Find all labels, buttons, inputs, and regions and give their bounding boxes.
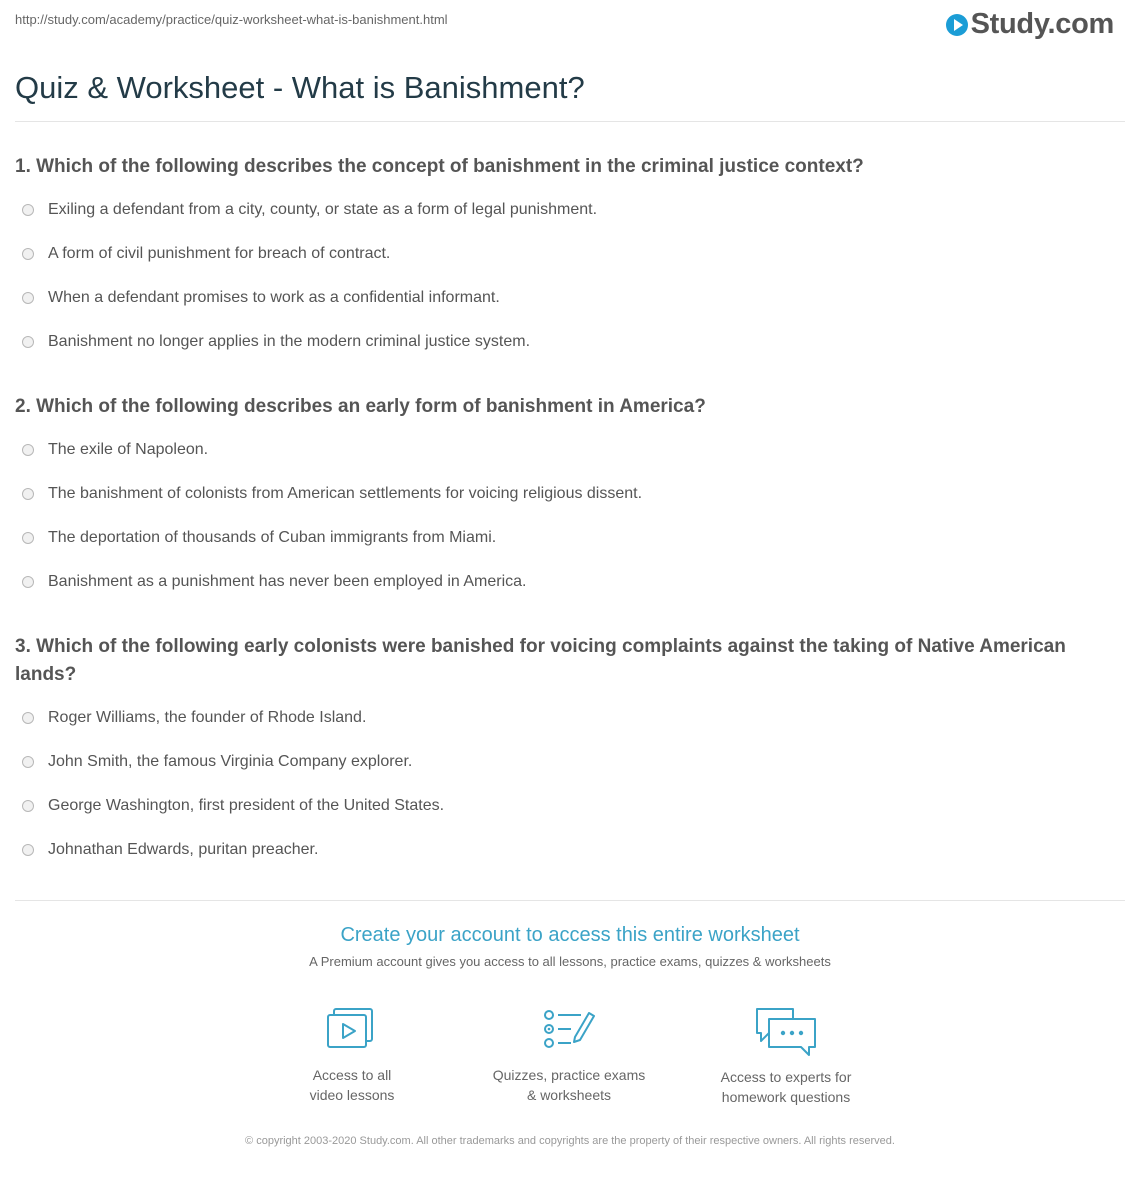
- answer-label: A form of civil punishment for breach of contract.: [48, 245, 391, 262]
- answer-option[interactable]: [22, 483, 642, 505]
- answer-label: Roger Williams, the founder of Rhode Island.: [48, 709, 367, 726]
- radio-icon[interactable]: [22, 576, 34, 588]
- answer-label: Johnathan Edwards, puritan preacher.: [48, 841, 319, 858]
- radio-icon[interactable]: [22, 248, 34, 260]
- answer-label: John Smith, the famous Virginia Company explorer.: [48, 753, 413, 770]
- study-logo[interactable]: [946, 8, 1114, 41]
- answer-option[interactable]: [22, 795, 444, 817]
- page-title: Quiz & Worksheet - What is Banishment?: [15, 70, 585, 105]
- answer-label: Exiling a defendant from a city, county, or state as a form of legal punishment.: [48, 201, 598, 218]
- radio-icon[interactable]: [22, 844, 34, 856]
- answer-option[interactable]: [22, 331, 530, 353]
- answer-option[interactable]: [22, 243, 390, 265]
- radio-icon[interactable]: [22, 292, 34, 304]
- feature-line: Access to experts for: [720, 1069, 852, 1085]
- answer-label: The exile of Napoleon.: [48, 441, 209, 458]
- answer-label: George Washington, first president of the United States.: [48, 797, 445, 814]
- answer-option[interactable]: [22, 707, 366, 729]
- radio-icon[interactable]: [22, 488, 34, 500]
- feature-line: Quizzes, practice exams: [492, 1067, 646, 1083]
- question-text: 2. Which of the following describes an early form of banishment in America?: [15, 396, 706, 417]
- radio-icon[interactable]: [22, 800, 34, 812]
- title-divider: [15, 121, 1125, 122]
- answer-option[interactable]: [22, 571, 527, 593]
- cta-subtitle: A Premium account gives you access to all lessons, practice exams, quizzes & worksheets: [309, 954, 831, 969]
- question-text: 3. Which of the following early colonists were banished for voicing complaints against the taking of Native American lands?: [15, 636, 1066, 685]
- feature-video-lessons: [252, 1005, 452, 1105]
- radio-icon[interactable]: [22, 444, 34, 456]
- cta-title[interactable]: Create your account to access this entire worksheet: [340, 924, 800, 946]
- feature-line: video lessons: [309, 1087, 395, 1103]
- logo-text: Study.com: [970, 8, 1114, 40]
- feature-experts: [686, 1005, 886, 1107]
- radio-icon[interactable]: [22, 336, 34, 348]
- radio-icon[interactable]: [22, 204, 34, 216]
- answer-label: Banishment as a punishment has never been employed in America.: [48, 573, 527, 590]
- play-icon: [946, 14, 968, 36]
- radio-icon[interactable]: [22, 532, 34, 544]
- feature-line: & worksheets: [526, 1087, 612, 1103]
- answer-label: The banishment of colonists from American settlements for voicing religious dissent.: [48, 485, 643, 502]
- video-lessons-icon: [324, 1005, 380, 1055]
- answer-option[interactable]: [22, 839, 318, 861]
- radio-icon[interactable]: [22, 712, 34, 724]
- page-url: http://study.com/academy/practice/quiz-worksheet-what-is-banishment.html: [15, 12, 448, 27]
- copyright-footer: © copyright 2003-2020 Study.com. All other trademarks and copyrights are the property of their respective owners. All rights reserved.: [245, 1135, 895, 1147]
- question-text: 1. Which of the following describes the concept of banishment in the criminal justice context?: [15, 156, 864, 177]
- feature-quizzes: [469, 1005, 669, 1105]
- feature-text: [696, 1067, 876, 1107]
- feature-text: [479, 1065, 659, 1105]
- feature-line: homework questions: [721, 1089, 851, 1105]
- radio-icon[interactable]: [22, 756, 34, 768]
- answer-option[interactable]: [22, 751, 412, 773]
- answer-label: When a defendant promises to work as a confidential informant.: [48, 289, 500, 306]
- answer-option[interactable]: [22, 199, 597, 221]
- feature-line: Access to all: [312, 1067, 392, 1083]
- answer-option[interactable]: [22, 287, 500, 309]
- quiz-checklist-icon: [541, 1005, 597, 1055]
- answer-label: The deportation of thousands of Cuban immigrants from Miami.: [48, 529, 497, 546]
- answer-label: Banishment no longer applies in the modern criminal justice system.: [48, 333, 531, 350]
- cta-divider: [15, 900, 1125, 901]
- answer-option[interactable]: [22, 527, 496, 549]
- chat-bubbles-icon: [753, 1005, 819, 1057]
- feature-text: [262, 1065, 442, 1105]
- answer-option[interactable]: [22, 439, 208, 461]
